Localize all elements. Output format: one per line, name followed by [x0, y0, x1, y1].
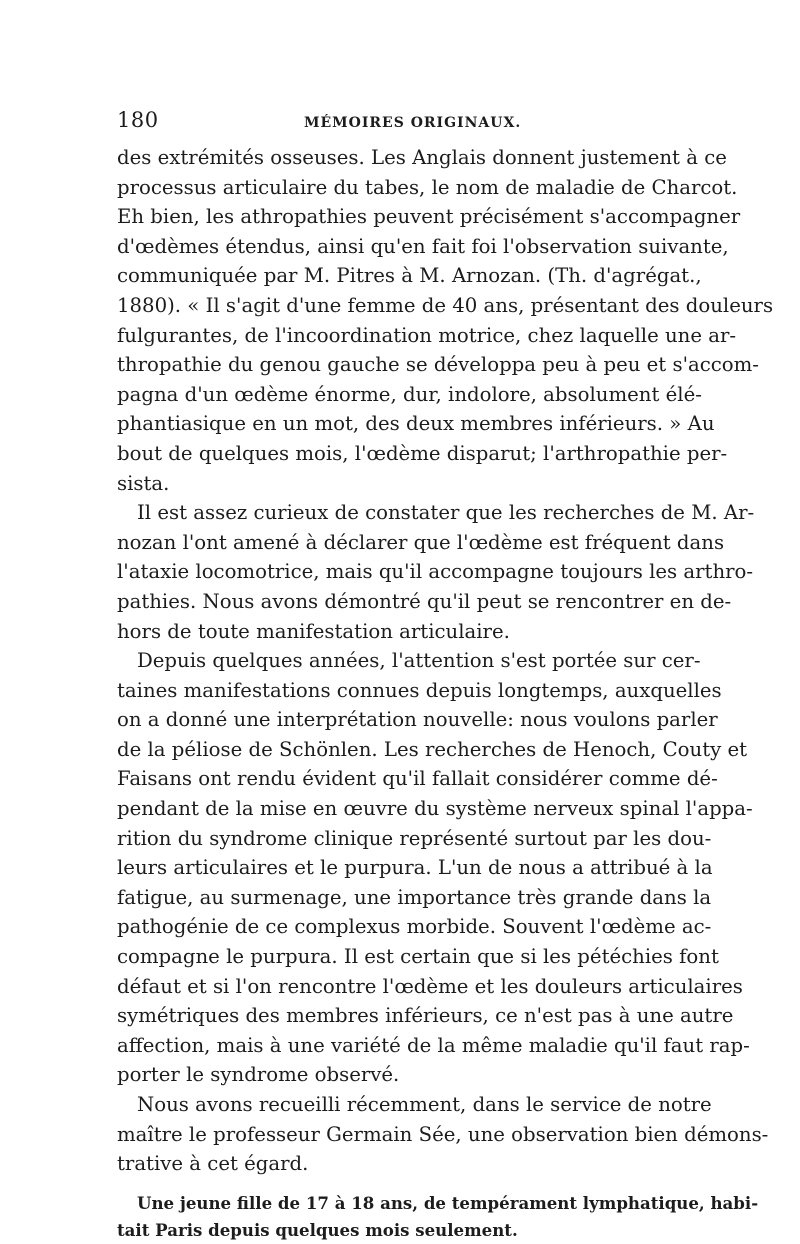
- text-line: bout de quelques mois, l'œdème disparut; l'arthropathie per-: [117, 441, 728, 465]
- text-line: fulgurantes, de l'incoordination motrice, chez laquelle une ar-: [117, 323, 737, 347]
- page-header: [117, 108, 697, 138]
- text-line: porter le syndrome observé.: [117, 1063, 400, 1087]
- text-line: taines manifestations connues depuis longtemps, auxquelles: [117, 678, 722, 702]
- text-line: thropathie du genou gauche se développa peu à peu et s'accom-: [117, 353, 759, 377]
- text-line: pathogénie de ce complexus morbide. Souvent l'œdème ac-: [117, 915, 712, 939]
- text-line: tait Paris depuis quelques mois seulement.: [117, 1219, 518, 1240]
- text-line: Eh bien, les athropathies peuvent précisément s'accompagner: [117, 205, 741, 229]
- text-line: Il est assez curieux de constater que les recherches de M. Ar-: [137, 501, 755, 525]
- text-line: Faisans ont rendu évident qu'il fallait considérer comme dé-: [117, 767, 718, 791]
- text-line: compagne le purpura. Il est certain que si les pétéchies font: [117, 945, 719, 969]
- text-line: pendant de la mise en œuvre du système nerveux spinal l'appa-: [117, 797, 753, 821]
- page-number: 180: [117, 108, 159, 132]
- text-line: défaut et si l'on rencontre l'œdème et les douleurs articulaires: [117, 974, 743, 998]
- text-line: pagna d'un œdème énorme, dur, indolore, absolument élé-: [117, 382, 702, 406]
- text-line: communiquée par M. Pitres à M. Arnozan. (Th. d'agrégat.,: [117, 264, 702, 288]
- text-line: l'ataxie locomotrice, mais qu'il accompagne toujours les arthro-: [117, 560, 754, 584]
- text-line: maître le professeur Germain Sée, une observation bien démons-: [117, 1122, 769, 1146]
- text-line: affection, mais à une variété de la même maladie qu'il faut rap-: [117, 1033, 750, 1057]
- text-line: on a donné une interprétation nouvelle: nous voulons parler: [117, 708, 718, 732]
- text-line: processus articulaire du tabes, le nom de maladie de Charcot.: [117, 175, 738, 199]
- text-line: symétriques des membres inférieurs, ce n'est pas à une autre: [117, 1004, 734, 1028]
- text-line: phantiasique en un mot, des deux membres inférieurs. » Au: [117, 412, 715, 436]
- text-line: de la péliose de Schönlen. Les recherches de Henoch, Couty et: [117, 737, 748, 761]
- text-line: Depuis quelques années, l'attention s'est portée sur cer-: [137, 649, 701, 673]
- text-line: nozan l'ont amené à déclarer que l'œdème est fréquent dans: [117, 530, 725, 554]
- text-line: 1880). « Il s'agit d'une femme de 40 ans, présentant des douleurs: [117, 293, 774, 317]
- text-line: hors de toute manifestation articulaire.: [117, 619, 510, 643]
- body-text: [117, 143, 774, 1244]
- text-line: trative à cet égard.: [117, 1152, 309, 1176]
- text-line: sista.: [117, 471, 170, 495]
- running-head: MÉMOIRES ORIGINAUX.: [304, 115, 522, 131]
- text-line: Nous avons recueilli récemment, dans le service de notre: [137, 1093, 712, 1116]
- text-line: leurs articulaires et le purpura. L'un de nous a attribué à la: [117, 856, 713, 880]
- text-line: des extrémités osseuses. Les Anglais donnent justement à ce: [117, 146, 727, 169]
- text-line: Une jeune fille de 17 à 18 ans, de tempérament lymphatique, habi-: [137, 1192, 759, 1213]
- text-line: rition du syndrome clinique représenté surtout par les dou-: [117, 826, 712, 850]
- text-line: pathies. Nous avons démontré qu'il peut se rencontrer en de-: [117, 589, 732, 613]
- text-line: fatigue, au surmenage, une importance très grande dans la: [117, 885, 712, 909]
- observation-block: [117, 1190, 759, 1244]
- text-line: d'œdèmes étendus, ainsi qu'en fait foi l'observation suivante,: [117, 234, 729, 258]
